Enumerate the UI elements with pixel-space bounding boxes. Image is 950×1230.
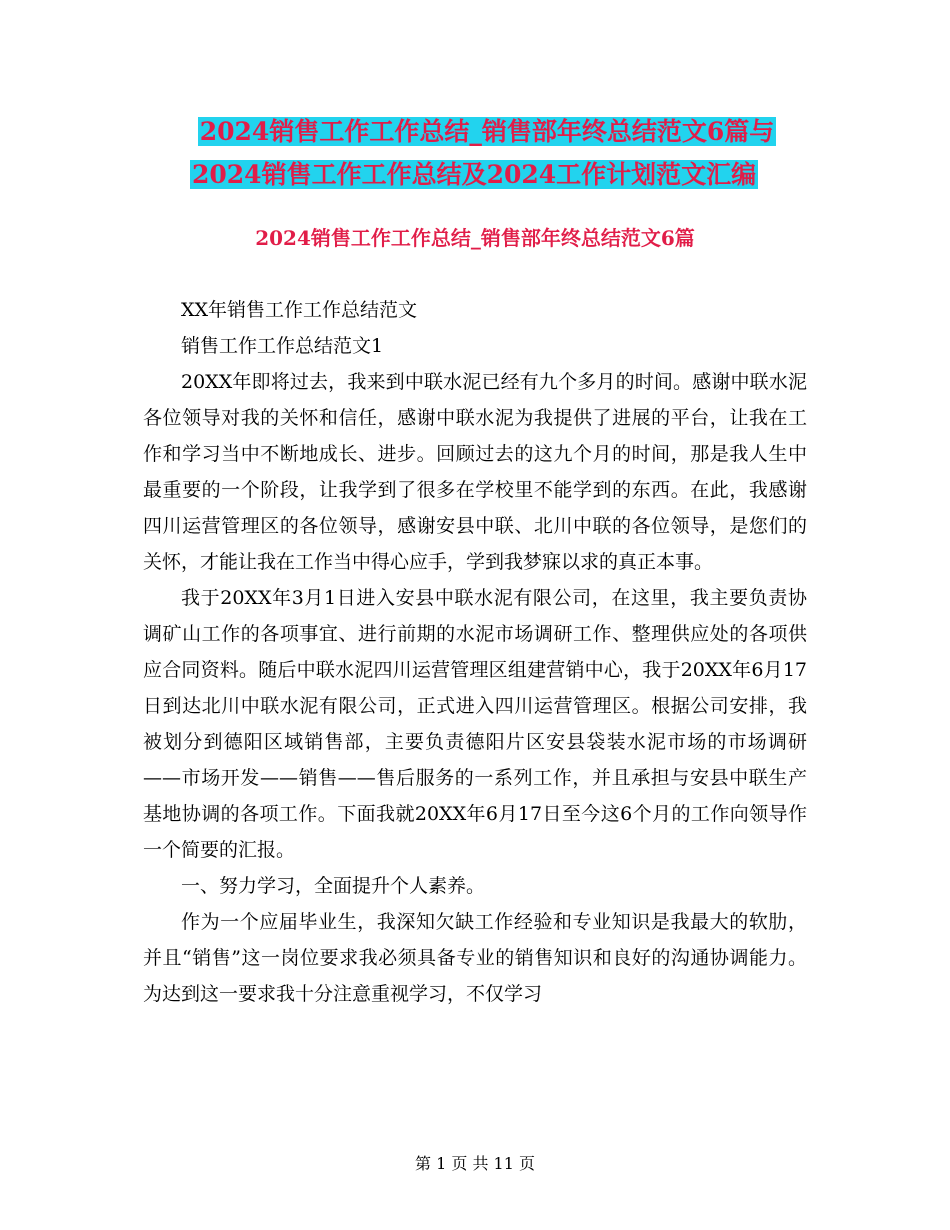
paragraph: 我于20XX年3月1日进入安县中联水泥有限公司，在这里，我主要负责协调矿山工作的各项事宜、进行前期的水泥市场调研工作、整理供应处的各项供应合同资料。随后中联水泥四川运营管理区组建营销中心，我于20XX年6月17日到达北川中联水泥有限公司，正式进入四川运营管理区。根据公司安排，我被划分到德阳区域销售部，主要负责德阳片区安县袋装水泥市场的市场调研——市场开发——销售——售后服务的一系列工作，并且承担与安县中联生产基地协调的各项工作。下面我就20XX年6月17日至今这6个月的工作向领导作一个简要的汇报。 xyxy=(143,587,807,861)
document-title-line-1 xyxy=(0,110,950,154)
highlighted-title-text: 2024销售工作工作总结_销售部年终总结范文6篇与 xyxy=(199,117,775,146)
paragraph: 20XX年即将过去，我来到中联水泥已经有九个多月的时间。感谢中联水泥各位领导对我的关怀和信任，感谢中联水泥为我提供了进展的平台，让我在工作和学习当中不断地成长、进步。回顾过去的这九个月的时间，那是我人生中最重要的一个阶段，让我学到了很多在学校里不能学到的东西。在此，我感谢四川运营管理区的各位领导，感谢安县中联、北川中联的各位领导，是您们的关怀，才能让我在工作当中得心应手，学到我梦寐以求的真正本事。 xyxy=(143,371,807,573)
paragraph: 作为一个应届毕业生，我深知欠缺工作经验和专业知识是我最大的软肋，并且“销售”这一岗位要求我必须具备专业的销售知识和良好的沟通协调能力。为达到这一要求我十分注意重视学习，不仅学习 xyxy=(143,911,807,1005)
document-body xyxy=(143,292,807,1012)
section-heading: 2024销售工作工作总结_销售部年终总结范文6篇 xyxy=(255,226,695,250)
document-title-line-2 xyxy=(0,153,950,197)
highlighted-title-text: 2024销售工作工作总结及2024工作计划范文汇编 xyxy=(192,160,757,189)
paragraph: XX年销售工作工作总结范文 xyxy=(181,299,418,321)
paragraph: 一、努力学习，全面提升个人素养。 xyxy=(181,875,486,897)
paragraph: 销售工作工作总结范文1 xyxy=(181,335,384,357)
page-number-footer: 第 1 页 共 11 页 xyxy=(415,1154,535,1173)
